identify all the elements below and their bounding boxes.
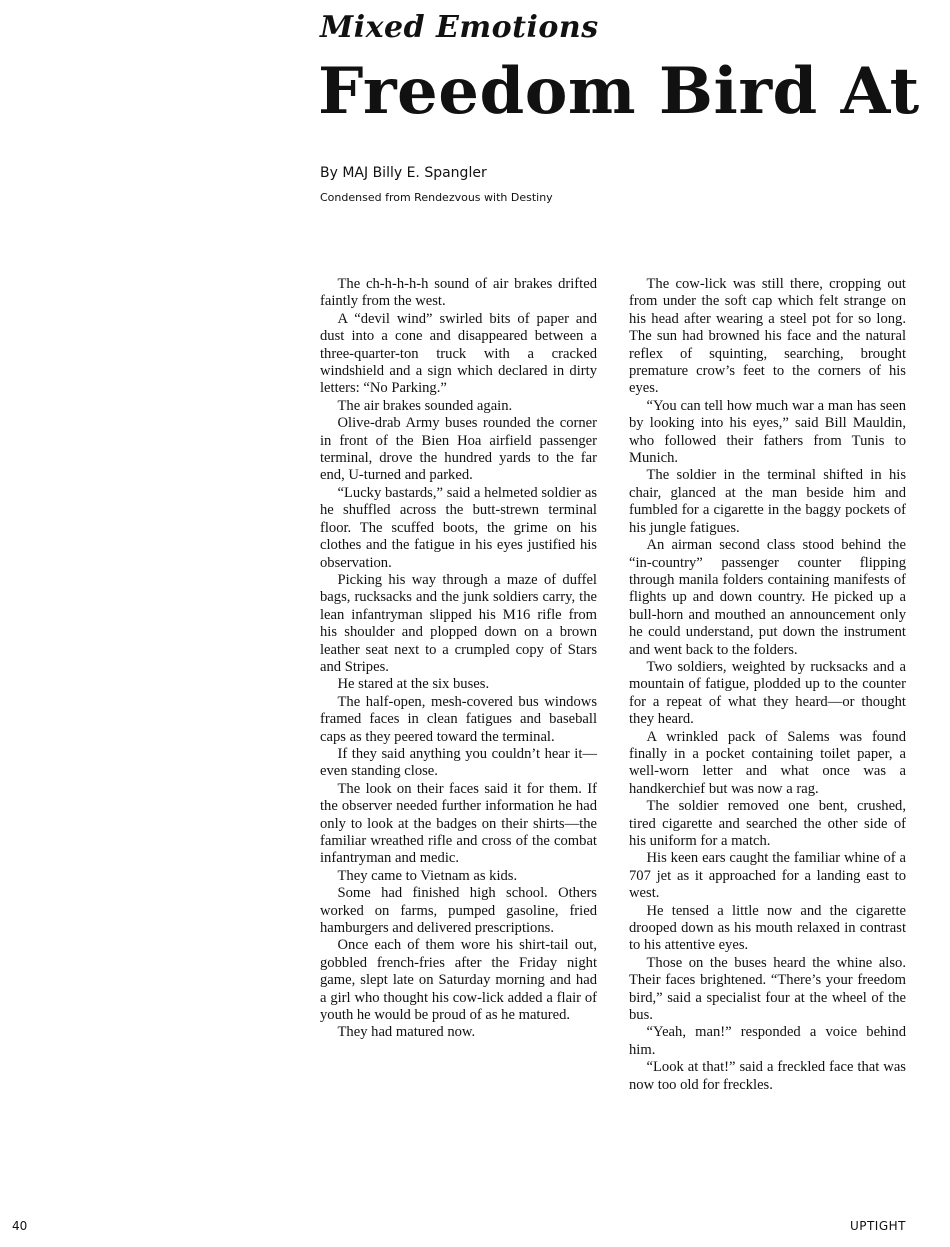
paragraph: They had matured now. [337, 1024, 476, 1041]
paragraph: Two soldiers, weighted by rucksacks and a mountain of fatigue, plodded up to the counter for a repeat of what they heard—or thought they heard. [629, 658, 906, 728]
paragraph: He tensed a little now and the cigarette drooped down as his mouth relaxed in contrast to his attentive eyes. [629, 902, 906, 954]
paragraph: An airman second class stood behind the “in-country” passenger counter flipping through manila folders containing manifests of flights up and down country. He picked up a bull-horn and mouthed an announcement only he could understand, put down the instrument and went back to the folders. [629, 537, 906, 658]
paragraph: A wrinkled pack of Salems was found finally in a pocket containing toilet paper, a well-worn letter and what once was a handkerchief but was now a rag. [629, 728, 906, 797]
paragraph: His keen ears caught the familiar whine of a 707 jet as it approached for a landing east to west. [629, 850, 906, 902]
paragraph: The half-open, mesh-covered bus windows framed faces in clean fatigues and baseball caps as they peered toward the terminal. [320, 693, 597, 745]
paragraph: Those on the buses heard the whine also. Their faces brightened. “There’s your freedom bird,” said a specialist four at the wheel of the bus. [629, 954, 906, 1024]
paragraph: Some had finished high school. Others worked on farms, pumped gasoline, fried hamburgers and delivered prescriptions. [320, 885, 597, 937]
page-number: 40 [12, 1219, 28, 1233]
body-column-right [629, 276, 906, 1094]
body-column-left [320, 276, 597, 1042]
article-byline: By MAJ Billy E. Spangler [320, 165, 487, 181]
paragraph: “Look at that!” said a freckled face that was now too old for freckles. [629, 1059, 906, 1093]
paragraph: The air brakes sounded again. [337, 397, 513, 414]
publication-name: UPTIGHT [849, 1219, 906, 1233]
paragraph: The soldier in the terminal shifted in his chair, glanced at the man beside him and fumbled for a cigarette in the baggy pockets of his jungle fatigues. [629, 467, 906, 536]
paragraph: The cow-lick was still there, cropping out from under the soft cap which felt strange on his head after wearing a steel pot for so long. The sun had browned his face and the natural reflex of squinting, searching, brought premature crow’s feet to the corners of his eyes. [629, 276, 906, 397]
paragraph: The look on their faces said it for them. If the observer needed further information he had only to look at the badges on their shirts—the familiar wreathed rifle and cross of the combat infantryman and medic. [320, 780, 597, 867]
paragraph: “You can tell how much war a man has seen by looking into his eyes,” said Bill Mauldin, who followed their fathers from Tunis to Munich. [629, 397, 906, 467]
paragraph: They came to Vietnam as kids. [337, 867, 518, 884]
article-kicker: Mixed Emotions [320, 10, 599, 45]
paragraph: If they said anything you couldn’t hear it—even standing close. [320, 745, 597, 780]
paragraph: Olive-drab Army buses rounded the corner in front of the Bien Hoa airfield passenger terminal, drove the hundred yards to the far end, U-turned and parked. [320, 415, 597, 484]
paragraph: Once each of them wore his shirt-tail out, gobbled french-fries after the Friday night game, slept late on Saturday morning and had a girl who thought his cow-lick added a flair of youth he would be proud of as he matured. [320, 937, 597, 1024]
paragraph: A “devil wind” swirled bits of paper and dust into a cone and disappeared between a three-quarter-ton truck with a cracked windshield and a sign which declared in dirty letters: “No Parking.” [320, 310, 597, 397]
paragraph: The ch-h-h-h-h sound of air brakes drifted faintly from the west. [320, 276, 597, 310]
paragraph: He stared at the six buses. [337, 676, 490, 693]
article-source-note: Condensed from Rendezvous with Destiny [320, 191, 553, 204]
paragraph: The soldier removed one bent, crushed, tired cigarette and searched the other side of his uniform for a match. [629, 798, 906, 849]
article-headline: Freedom Bird At [318, 56, 920, 128]
paragraph: Picking his way through a maze of duffel bags, rucksacks and the junk soldiers carry, the lean infantryman slipped his M16 rifle from his shoulder and plopped down on a brown leather seat next to a crumpled copy of Stars and Stripes. [320, 571, 597, 675]
paragraph: “Lucky bastards,” said a helmeted soldier as he shuffled across the butt-strewn terminal floor. The scuffed boots, the grime on his clothes and the fatigue in his eyes justified his observation. [320, 484, 597, 571]
paragraph: “Yeah, man!” responded a voice behind him. [629, 1024, 906, 1058]
